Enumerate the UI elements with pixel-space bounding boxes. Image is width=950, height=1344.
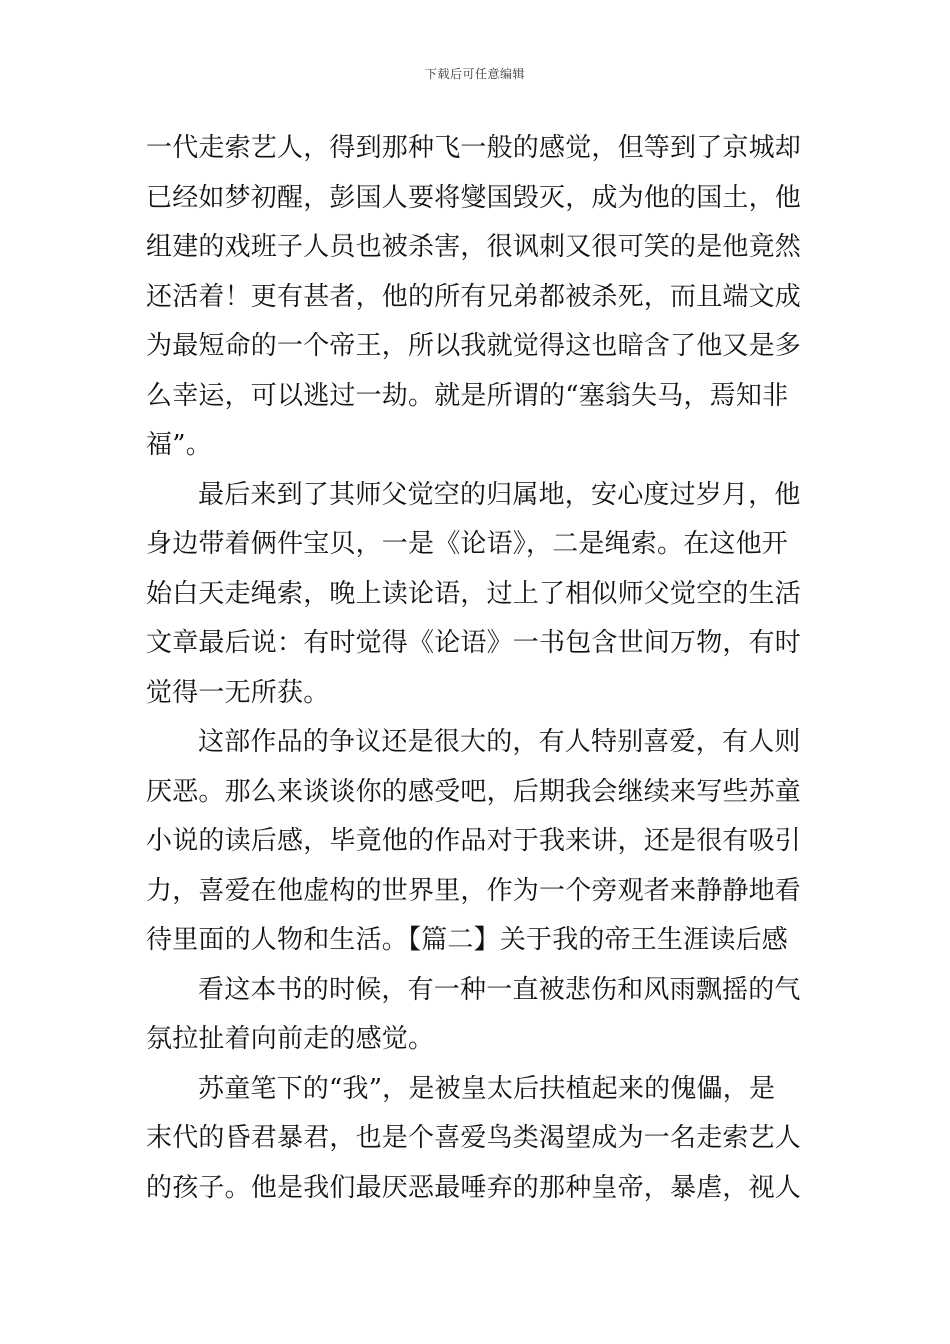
text-line: 为最短命的一个帝王，所以我就觉得这也暗含了他又是多 [146,331,802,361]
text-line: 一代走索艺人，得到那种飞一般的感觉，但等到了京城却 [146,133,802,163]
text-line: 觉得一无所获。 [146,677,330,708]
text-line: 末代的昏君暴君，也是个喜爱鸟类渴望成为一名走索艺人 [146,1123,802,1153]
text-line: 还活着！更有甚者，他的所有兄弟都被杀死，而且端文成 [146,281,802,312]
text-line: 待里面的人物和生活。【篇二】关于我的帝王生涯读后感 [146,925,789,955]
text-line: 小说的读后感，毕竟他的作品对于我来讲，还是很有吸引 [146,826,802,856]
text-line: 厌恶。那么来谈谈你的感受吧，后期我会继续来写些苏童 [146,776,802,807]
document-body [146,124,806,1213]
text-line: 组建的戏班子人员也被杀害，很讽刺又很可笑的是他竟然 [146,232,802,262]
text-line: 么幸运，可以逃过一劫。就是所谓的“塞翁失马，焉知非 [146,380,789,411]
text-line: 力，喜爱在他虚构的世界里，作为一个旁观者来静静地看 [146,875,802,906]
paragraph-first-line: 这部作品的争议还是很大的，有人特别喜爱，有人则 [198,727,801,757]
text-line: 已经如梦初醒，彭国人要将燮国毁灭，成为他的国土，他 [146,182,802,213]
paragraph-first-line: 最后来到了其师父觉空的归属地，安心度过岁月，他 [198,479,801,510]
text-line: 身边带着俩件宝贝，一是《论语》，二是绳索。在这他开 [146,529,789,559]
text-line: 始白天走绳索，晚上读论语，过上了相似师父觉空的生活 [146,578,802,609]
text-line: 氛拉扯着向前走的感觉。 [146,1024,435,1054]
text-line: 福”。 [146,430,212,460]
text-line: 的孩子。他是我们最厌恶最唾弃的那种皇帝，暴虐，视人 [146,1172,802,1203]
page-header: 下载后可任意编辑 [424,67,525,81]
text-line: 文章最后说：有时觉得《论语》一书包含世间万物，有时 [146,628,802,658]
paragraph-first-line: 苏童笔下的“我”，是被皇太后扶植起来的傀儡，是 [198,1073,776,1104]
paragraph-first-line: 看这本书的时候，有一种一直被悲伤和风雨飘摇的气 [198,974,801,1005]
